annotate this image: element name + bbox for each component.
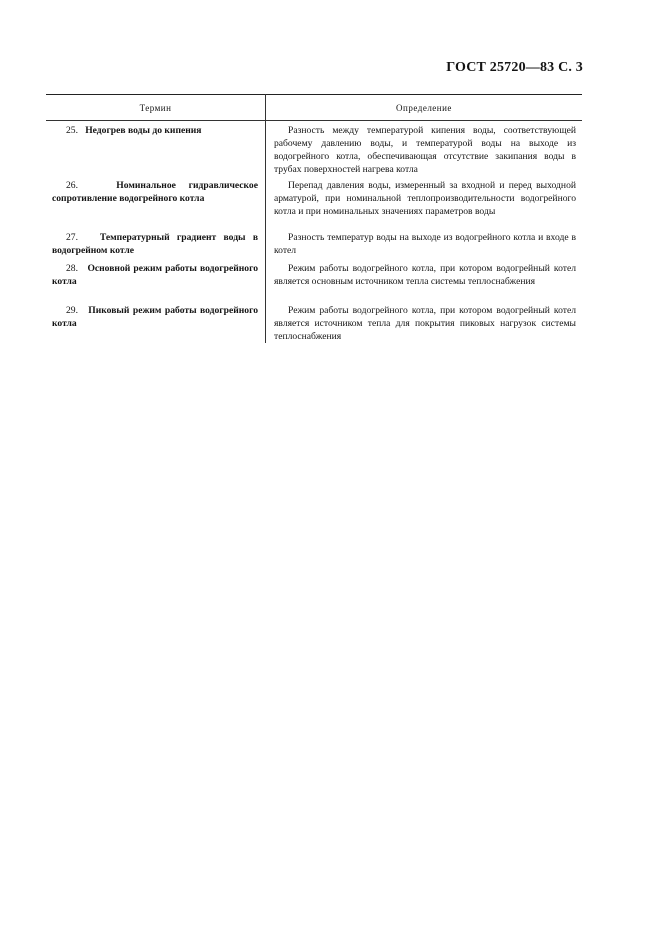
definition-cell: Разность между температурой кипения воды, соответствующей рабочему давлению воды, и температурой воды на выходе из водогрейного котла, обеспечивающая отсутствие закипания воды в трубах поверхностей нагрева котла — [274, 125, 576, 175]
term-title: Температурный градиент воды в водогрейном котле — [52, 232, 258, 256]
term-number: 25. — [66, 125, 83, 136]
term-cell — [52, 262, 258, 288]
definition-cell: Режим работы водогрейного котла, при котором водогрейный котел является основным источником тепла системы теплоснабжения — [274, 263, 576, 287]
definition-cell: Разность температур воды на выходе из водогрейного котла и входе в котел — [274, 232, 576, 256]
page-header-standard: ГОСТ 25720—83 С. 3 — [446, 60, 583, 75]
term-title: Пиковый режим работы водогрейного котла — [52, 305, 258, 329]
table-top-rule — [46, 94, 582, 95]
term-title: Номинальное гидравлическое сопротивление водогрейного котла — [52, 180, 258, 204]
term-cell — [52, 304, 258, 330]
term-number: 26. — [66, 180, 104, 191]
definition-cell: Перепад давления воды, измеренный за входной и перед выходной арматурой, при номинальной теплопроизводительности водогрейного котла и при номинальных значениях параметров воды — [274, 180, 576, 217]
column-divider — [265, 94, 266, 343]
column-header-definition: Определение — [396, 103, 452, 113]
term-number: 27. — [66, 232, 93, 243]
term-cell — [52, 179, 258, 205]
column-header-term: Термин — [139, 103, 172, 113]
term-number: 29. — [66, 305, 85, 316]
definition-cell: Режим работы водогрейного котла, при котором водогрейный котел является источником тепла для покрытия пиковых нагрузок системы теплоснабжения — [274, 305, 576, 342]
term-cell — [52, 124, 258, 137]
header-bottom-rule — [46, 120, 582, 121]
term-cell — [52, 231, 258, 257]
term-title: Недогрев воды до кипения — [85, 125, 202, 136]
term-number: 28. — [66, 263, 85, 274]
term-title: Основной режим работы водогрейного котла — [52, 263, 258, 287]
